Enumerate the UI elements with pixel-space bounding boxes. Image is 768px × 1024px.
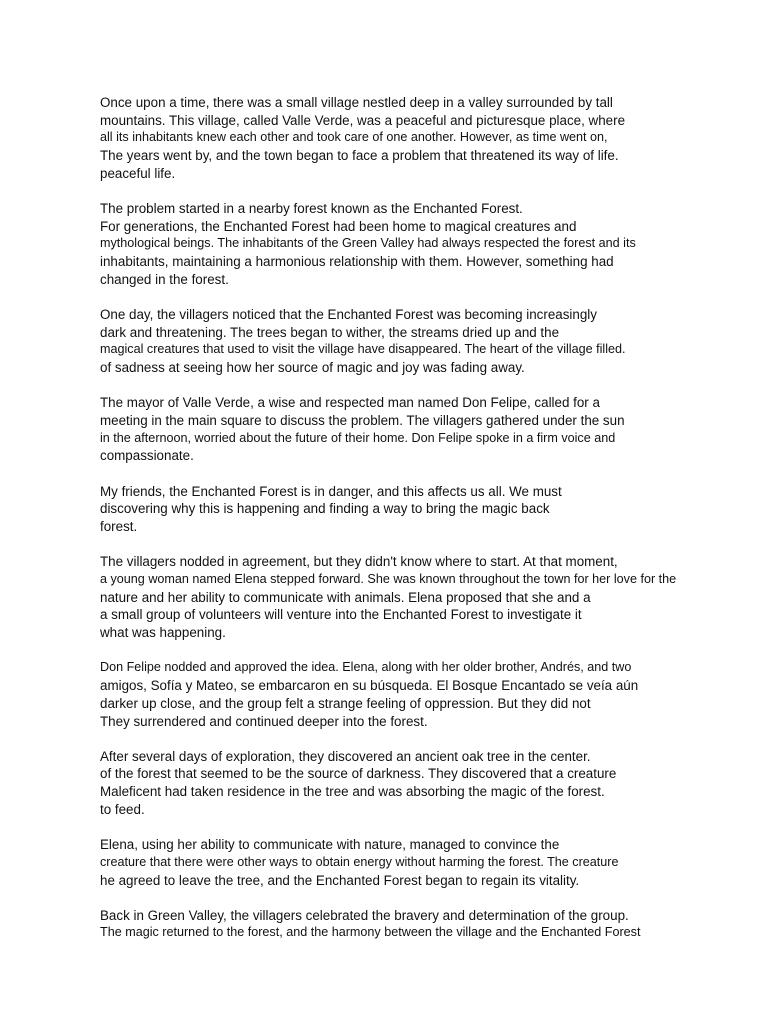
paragraph [100,659,760,730]
text-line: compassionate. [100,448,194,464]
text-line: amigos, Sofía y Mateo, se embarcaron en su búsqueda. El Bosque Encantado se veía aún [100,678,639,694]
text-line: The problem started in a nearby forest known as the Enchanted Forest. [100,201,523,217]
paragraph [100,907,760,942]
text-line: creature that there were other ways to obtain energy without harming the forest. The creature [100,854,619,869]
text-line: For generations, the Enchanted Forest had been home to magical creatures and [100,218,577,234]
text-line: The villagers nodded in agreement, but they didn't know where to start. At that moment, [100,554,618,570]
text-line: Once upon a time, there was a small village nestled deep in a valley surrounded by tall [100,95,613,110]
text-line: Back in Green Valley, the villagers celebrated the bravery and determination of the group. [100,907,629,923]
paragraph [100,200,760,288]
text-line: magical creatures that used to visit the village have disappeared. The heart of the village filled. [100,342,626,357]
text-line: he agreed to leave the tree, and the Enchanted Forest began to regain its vitality. [100,872,580,888]
text-line: mountains. This village, called Valle Verde, was a peaceful and picturesque place, where [100,112,626,128]
paragraph [100,306,760,377]
text-line: One day, the villagers noticed that the Enchanted Forest was becoming increasingly [100,307,597,323]
text-line: in the afternoon, worried about the future of their home. Don Felipe spoke in a firm voice and [100,430,616,445]
text-line: peaceful life. [100,165,176,181]
paragraph [100,748,760,819]
text-line: what was happening. [100,625,226,641]
text-line: darker up close, and the group felt a strange feeling of oppression. But they did not [100,695,591,711]
paragraph [100,94,760,182]
paragraph [100,483,760,536]
text-line: forest. [100,519,138,535]
text-line: of sadness at seeing how her source of magic and joy was fading away. [100,360,525,376]
text-line: inhabitants, maintaining a harmonious relationship with them. However, something had [100,254,614,270]
text-line: After several days of exploration, they discovered an ancient oak tree in the center. [100,748,591,764]
text-line: Elena, using her ability to communicate with nature, managed to convince the [100,837,560,853]
text-line: a small group of volunteers will venture into the Enchanted Forest to investigate it [100,607,582,623]
text-line: The magic returned to the forest, and the harmony between the village and the Enchanted Forest [100,925,641,940]
text-line: My friends, the Enchanted Forest is in danger, and this affects us all. We must [100,483,562,499]
text-line: to feed. [100,801,145,817]
text-line: The mayor of Valle Verde, a wise and respected man named Don Felipe, called for a [100,395,600,411]
text-line: nature and her ability to communicate with animals. Elena proposed that she and a [100,589,591,605]
text-line: dark and threatening. The trees began to wither, the streams dried up and the [100,324,560,340]
document-body [100,94,760,960]
paragraph [100,394,760,465]
text-line: Don Felipe nodded and approved the idea. Elena, along with her older brother, Andrés, and two [100,660,632,675]
text-line: discovering why this is happening and finding a way to bring the magic back [100,501,550,517]
text-line: They surrendered and continued deeper into the forest. [100,713,428,729]
text-line: a young woman named Elena stepped forward. She was known throughout the town for her love for the [100,572,677,587]
paragraph [100,836,760,889]
paragraph [100,553,760,641]
text-line: The years went by, and the town began to face a problem that threatened its way of life. [100,148,619,164]
text-line: mythological beings. The inhabitants of the Green Valley had always respected the forest and its [100,236,636,251]
text-line: changed in the forest. [100,271,229,287]
text-line: Maleficent had taken residence in the tree and was absorbing the magic of the forest. [100,784,605,800]
text-line: meeting in the main square to discuss the problem. The villagers gathered under the sun [100,413,625,429]
text-line: all its inhabitants knew each other and took care of one another. However, as time went on, [100,130,608,145]
text-line: of the forest that seemed to be the source of darkness. They discovered that a creature [100,766,617,782]
